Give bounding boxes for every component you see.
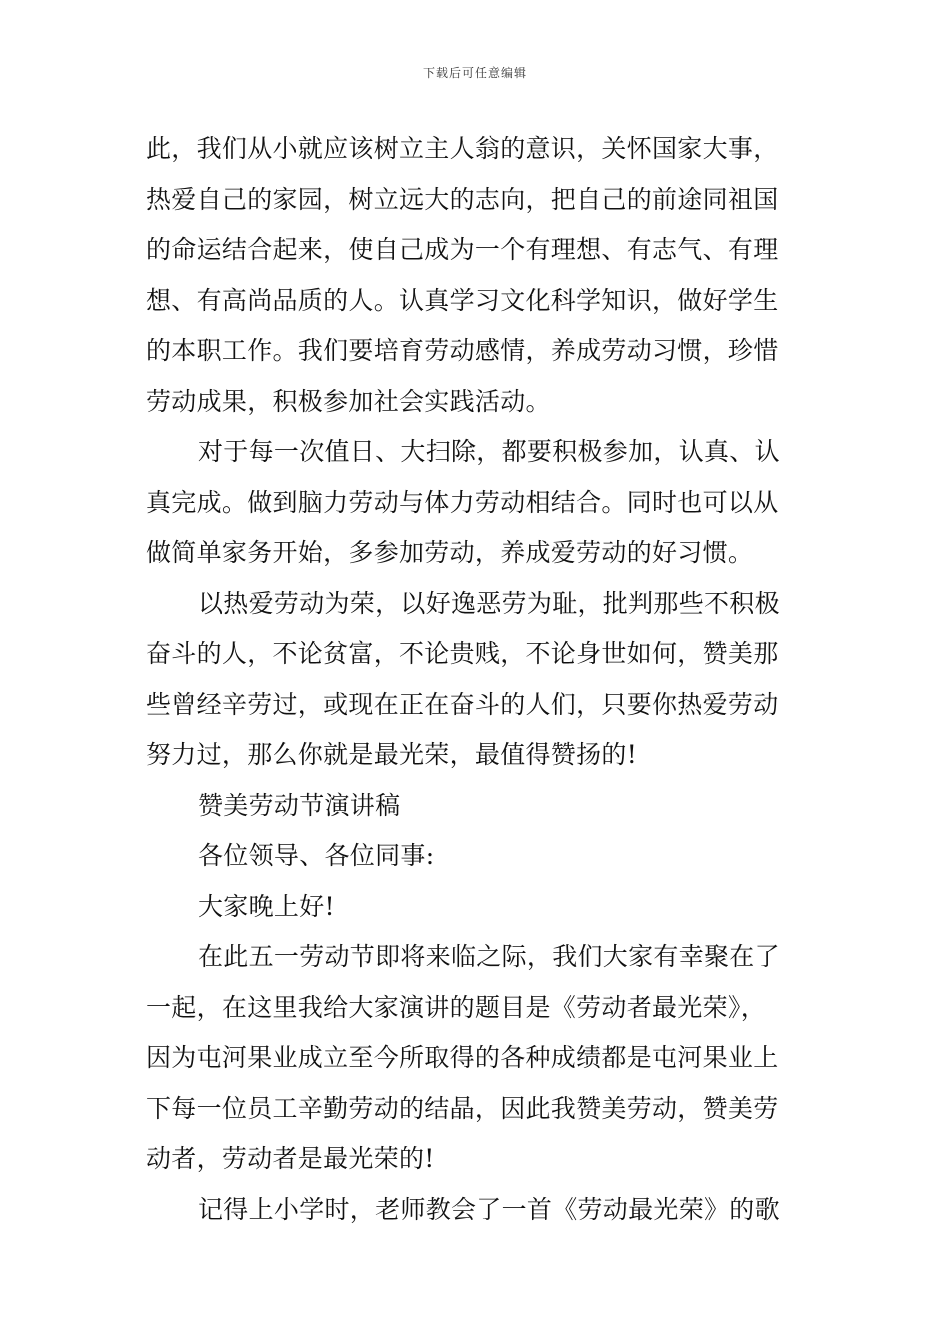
document-body <box>146 124 806 1235</box>
paragraph-start-line: 以热爱劳动为荣，以好逸恶劳为耻，批判那些不积极 <box>198 588 780 618</box>
text-line: 的本职工作。我们要培育劳动感情，养成劳动习惯，珍惜 <box>146 336 779 365</box>
greeting: 大家晚上好! <box>198 891 335 921</box>
text-line: 想、有高尚品质的人。认真学习文化科学知识，做好学生 <box>146 285 779 315</box>
text-line: 做简单家务开始，多参加劳动，养成爱劳动的好习惯。 <box>146 538 754 567</box>
text-line: 一起，在这里我给大家演讲的题目是《劳动者最光荣》， <box>146 992 767 1022</box>
text-line: 劳动成果，积极参加社会实践活动。 <box>146 386 551 416</box>
text-line: 因为屯河果业成立至今所取得的各种成绩都是屯河果业上 <box>146 1043 779 1072</box>
text-line: 奋斗的人，不论贫富，不论贵贱，不论身世如何，赞美那 <box>146 639 779 668</box>
text-line: 真完成。做到脑力劳动与体力劳动相结合。同时也可以从 <box>146 487 779 517</box>
salutation: 各位领导、各位同事: <box>198 841 435 870</box>
text-line: 热爱自己的家园，树立远大的志向，把自己的前途同祖国 <box>146 184 779 214</box>
text-line: 下每一位员工辛勤劳动的结晶，因此我赞美劳动，赞美劳 <box>146 1093 779 1123</box>
text-line: 的命运结合起来，使自己成为一个有理想、有志气、有理 <box>146 235 779 264</box>
speech-title: 赞美劳动节演讲稿 <box>198 790 401 820</box>
text-line: 动者，劳动者是最光荣的! <box>146 1144 435 1173</box>
paragraph-start-line: 对于每一次值日、大扫除，都要积极参加，认真、认 <box>198 437 780 466</box>
text-line: 努力过，那么你就是最光荣，最值得赞扬的! <box>146 740 638 769</box>
text-line: 此，我们从小就应该树立主人翁的意识，关怀国家大事， <box>146 134 779 163</box>
page-header: 下载后可任意编辑 <box>422 66 527 80</box>
paragraph-start-line: 在此五一劳动节即将来临之际，我们大家有幸聚在了 <box>198 942 780 971</box>
text-line: 些曾经辛劳过，或现在正在奋斗的人们，只要你热爱劳动 <box>146 689 779 719</box>
paragraph-start-line: 记得上小学时，老师教会了一首《劳动最光荣》的歌 <box>198 1194 780 1224</box>
